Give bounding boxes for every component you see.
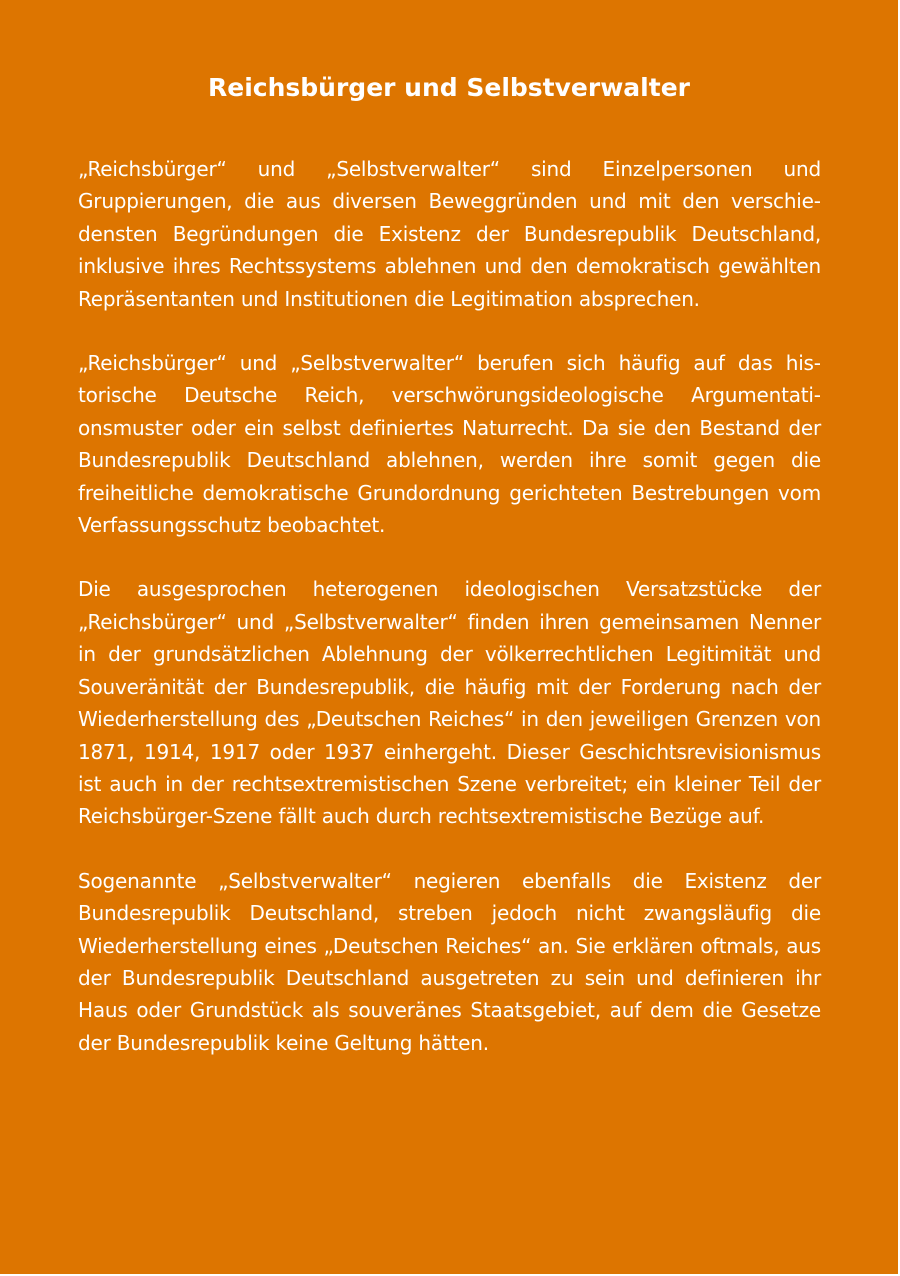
page-title: Reichsbürger und Selbstverwalter <box>208 73 690 102</box>
paragraph: Sogenannte „Selbstverwalter“ negieren ebenfalls die Existenz der Bundesrepublik Deutschland, streben jedoch nicht zwangsläufig die Wiederherstellung eines „Deutschen Reiches“ an. Sie erklären oftmals, aus der Bundesrepublik Deutschland ausgetreten zu sein und definieren ihr Haus oder Grundstück als souveränes Staatsgebiet, auf dem die Gesetze der Bundesrepublik keine Geltung hätten. <box>78 868 821 1055</box>
body-text <box>78 153 821 1059</box>
paragraph: „Reichsbürger“ und „Selbstverwalter“ sind Einzelpersonen und Gruppierungen, die aus diversen Beweggründen und mit den verschiedensten Begründungen die Existenz der Bundesrepublik Deutschland, inklusive ihres Rechtssystems ablehnen und den demokratisch gewählten Repräsentanten und Institutionen die Legitimation absprechen. <box>78 157 821 311</box>
paragraph: „Reichsbürger“ und „Selbstverwalter“ berufen sich häufig auf das historische Deutsche Reich, verschwörungsideologische Argumentationsmuster oder ein selbst definiertes Naturrecht. Da sie den Bestand der Bundesrepublik Deutschland ablehnen, werden ihre somit gegen die freiheitliche demokratische Grundordnung gerichteten Bestrebungen vom Verfassungsschutz beobachtet. <box>78 351 821 538</box>
paragraph: Die ausgesprochen heterogenen ideologischen Versatzstücke der „Reichsbürger“ und „Selbstverwalter“ finden ihren gemeinsamen Nenner in der grundsätzlichen Ablehnung der völkerrechtlichen Legitimität und Souveränität der Bundesrepublik, die häufig mit der Forderung nach der Wiederherstellung des „Deutschen Reiches“ in den jeweiligen Grenzen von 1871, 1914, 1917 oder 1937 einhergeht. Dieser Geschichtsrevisionismus ist auch in der rechtsextremistischen Szene verbreitet; ein kleiner Teil der Reichsbürger-Szene fällt auch durch rechtsextremistische Bezüge auf. <box>78 577 821 829</box>
